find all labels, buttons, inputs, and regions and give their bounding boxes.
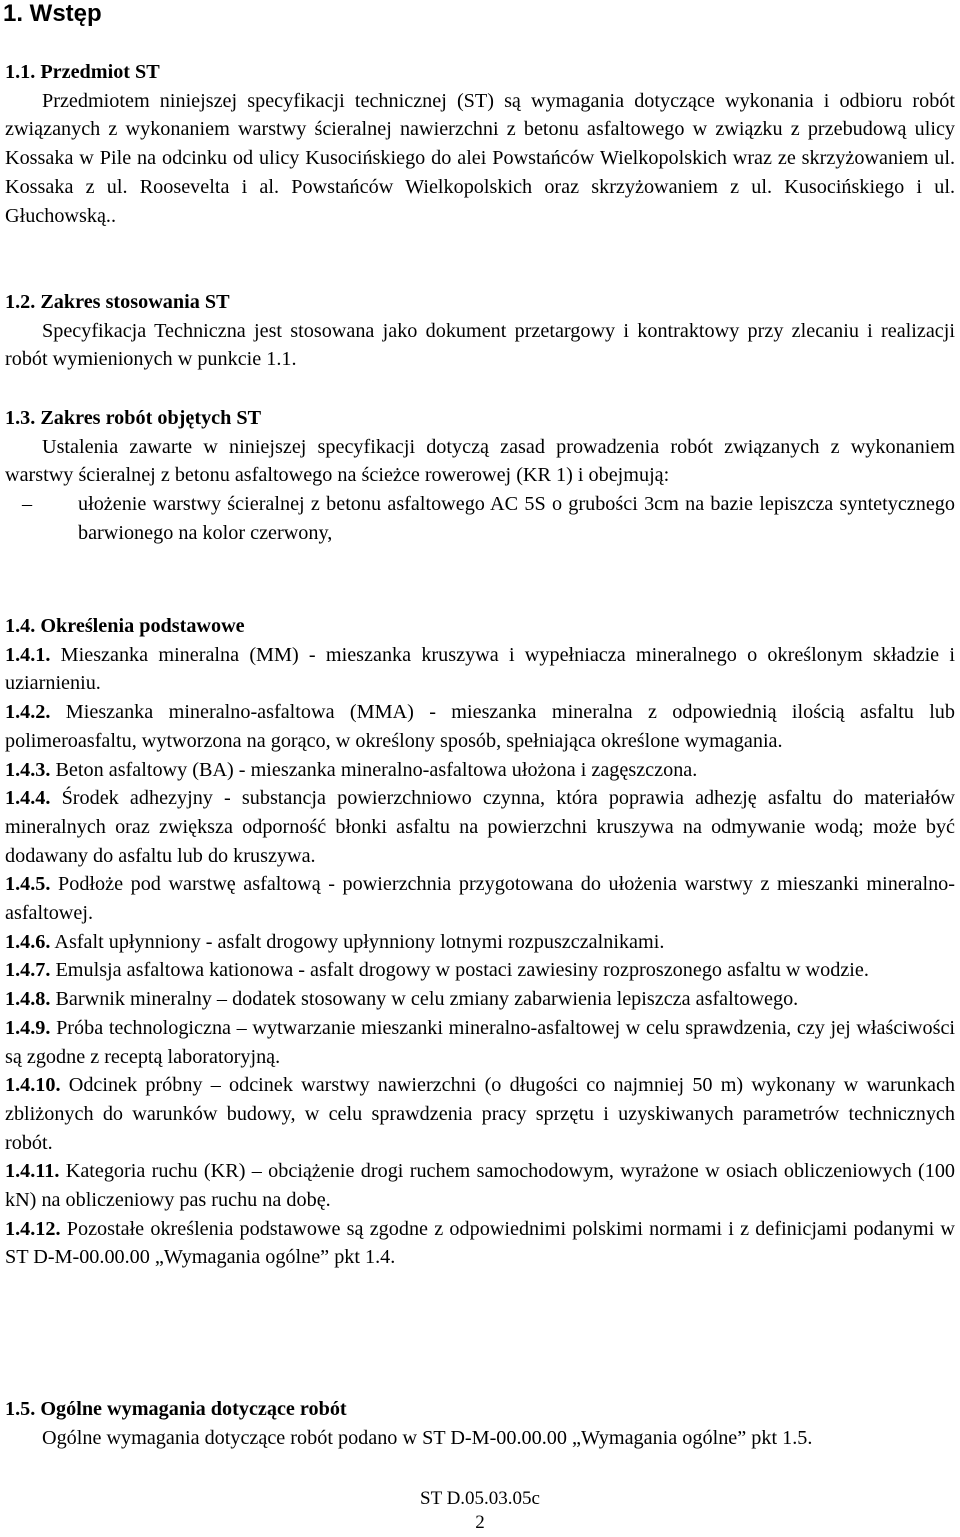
definition-text: Odcinek próbny – odcinek warstwy nawierzchni (o długości co najmniej 50 m) wykonany w warunkach zbliżonych do warunków budowy, w celu sprawdzenia pracy sprzętu i uzyskiwanych parametrów technicznych robót. [5, 1074, 956, 1154]
footer-code: ST D.05.03.05c [420, 1488, 540, 1509]
definition-text: Kategoria ruchu (KR) – obciążenie drogi ruchem samochodowym, wyrażone w osiach obliczeniowych (100 kN) na obliczeniowy pas ruchu na dobę. [5, 1160, 956, 1212]
definition-item [5, 870, 955, 927]
definition-number: 1.4.5. [5, 873, 51, 896]
section-1-2 [5, 288, 955, 374]
definition-number: 1.4.1. [5, 643, 51, 666]
definition-number: 1.4.7. [5, 959, 51, 982]
section-title: 1.3. Zakres robót objętych ST [5, 407, 262, 429]
definition-text: Emulsja asfaltowa kationowa - asfalt drogowy w postaci zawiesiny rozproszonego asfaltu w wodzie. [55, 959, 869, 982]
definition-number: 1.4.8. [5, 988, 51, 1011]
definition-number: 1.4.11. [5, 1160, 60, 1183]
definition-text: Asfalt upłynniony - asfalt drogowy upłynniony lotnymi rozpuszczalnikami. [54, 930, 665, 953]
section-text: Przedmiotem niniejszej specyfikacji technicznej (ST) są wymagania dotyczące wykonania i odbioru robót związanych z wykonaniem warstwy ścieralnej nawierzchni z betonu asfaltowego w związku z przebudową ulicy Kossaka w Pile na odcinku od ulicy Kusocińskiego do alei Powstańców Wielkopolskich wraz ze skrzyżowaniem ul. Kossaka z ul. Roosevelta i al. Powstańców Wielkopolskich oraz skrzyżowaniem z ul. Kusocińskiego i ul. Głuchowską.. [5, 89, 955, 227]
page-number: 2 [475, 1512, 485, 1533]
definition-item [5, 1157, 955, 1214]
section-text: Ogólne wymagania dotyczące robót podano w ST D-M-00.00.00 „Wymagania ogólne” pkt 1.5. [42, 1426, 813, 1449]
definition-number: 1.4.10. [5, 1074, 61, 1097]
section-text: Ustalenia zawarte w niniejszej specyfikacji dotyczą zasad prowadzenia robót związanych z wykonaniem warstwy ścieralnej z betonu asfaltowego na ścieżce rowerowej (KR 1) i obejmują: [5, 435, 955, 487]
section-1-3 [5, 404, 955, 548]
definition-text: Pozostałe określenia podstawowe są zgodne z odpowiednimi polskimi normami i z definicjami podanymi w ST D-M-00.00.00 „Wymagania ogólne” pkt 1.4. [5, 1217, 955, 1269]
definition-item [5, 1071, 955, 1157]
definition-item [5, 641, 955, 698]
definition-item [5, 756, 955, 785]
section-1-4 [5, 612, 955, 1272]
section-title: 1.2. Zakres stosowania ST [5, 291, 230, 313]
bullet-text: ułożenie warstwy ścieralnej z betonu asfaltowego AC 5S o grubości 3cm na bazie lepiszcza syntetycznego barwionego na kolor czerwony, [78, 493, 955, 544]
definition-item [5, 956, 955, 985]
dash-bullet-icon: – [22, 493, 33, 516]
definition-text: Próba technologiczna – wytwarzanie mieszanki mineralno-asfaltowej w celu sprawdzenia, czy jej właściwości są zgodne z receptą laboratoryjną. [5, 1016, 956, 1068]
bullet-item [5, 490, 955, 547]
definition-text: Mieszanka mineralna (MM) - mieszanka kruszywa i wypełniacza mineralnego o określonym składzie i uziarnieniu. [5, 643, 955, 695]
section-title: 1.4. Określenia podstawowe [5, 615, 245, 637]
definition-item [5, 928, 955, 957]
definition-text: Mieszanka mineralno-asfaltowa (MMA) - mieszanka mineralna z odpowiednią ilością asfaltu lub polimeroasfaltu, wytworzona na gorąco, w określony sposób, spełniająca określone wymagania. [5, 701, 955, 752]
definition-number: 1.4.2. [5, 701, 51, 724]
definition-text: Środek adhezyjny - substancja powierzchniowo czynna, która poprawia adhezję asfaltu do materiałów mineralnych oraz zwiększa odporność błonki asfaltu na powierzchni kruszywa na odmywanie wodą; może być dodawany do asfaltu lub do kruszywa. [5, 787, 955, 867]
definition-item [5, 1014, 955, 1071]
definition-number: 1.4.6. [5, 930, 51, 953]
definition-item [5, 698, 955, 755]
section-1-1 [5, 58, 955, 230]
definition-number: 1.4.4. [5, 787, 51, 810]
section-title: 1.5. Ogólne wymagania dotyczące robót [5, 1398, 347, 1420]
definition-text: Barwnik mineralny – dodatek stosowany w celu zmiany zabarwienia lepiszcza asfaltowego. [55, 988, 799, 1011]
definition-item [5, 985, 955, 1014]
definition-number: 1.4.12. [5, 1217, 61, 1240]
definition-text: Podłoże pod warstwę asfaltową - powierzchnia przygotowana do ułożenia warstwy z mieszanki mineralno-asfaltowej. [5, 873, 955, 925]
section-text: Specyfikacja Techniczna jest stosowana jako dokument przetargowy i kontraktowy przy zlecaniu i realizacji robót wymienionych w punkcie 1.1. [5, 319, 955, 371]
definition-item [5, 1215, 955, 1272]
section-1-5 [5, 1395, 955, 1452]
definition-item [5, 784, 955, 870]
section-title: 1.1. Przedmiot ST [5, 61, 160, 83]
definition-text: Beton asfaltowy (BA) - mieszanka mineralno-asfaltowa ułożona i zagęszczona. [55, 758, 698, 781]
definition-number: 1.4.9. [5, 1016, 51, 1039]
definition-number: 1.4.3. [5, 758, 51, 781]
chapter-heading: 1. Wstęp [3, 0, 102, 27]
